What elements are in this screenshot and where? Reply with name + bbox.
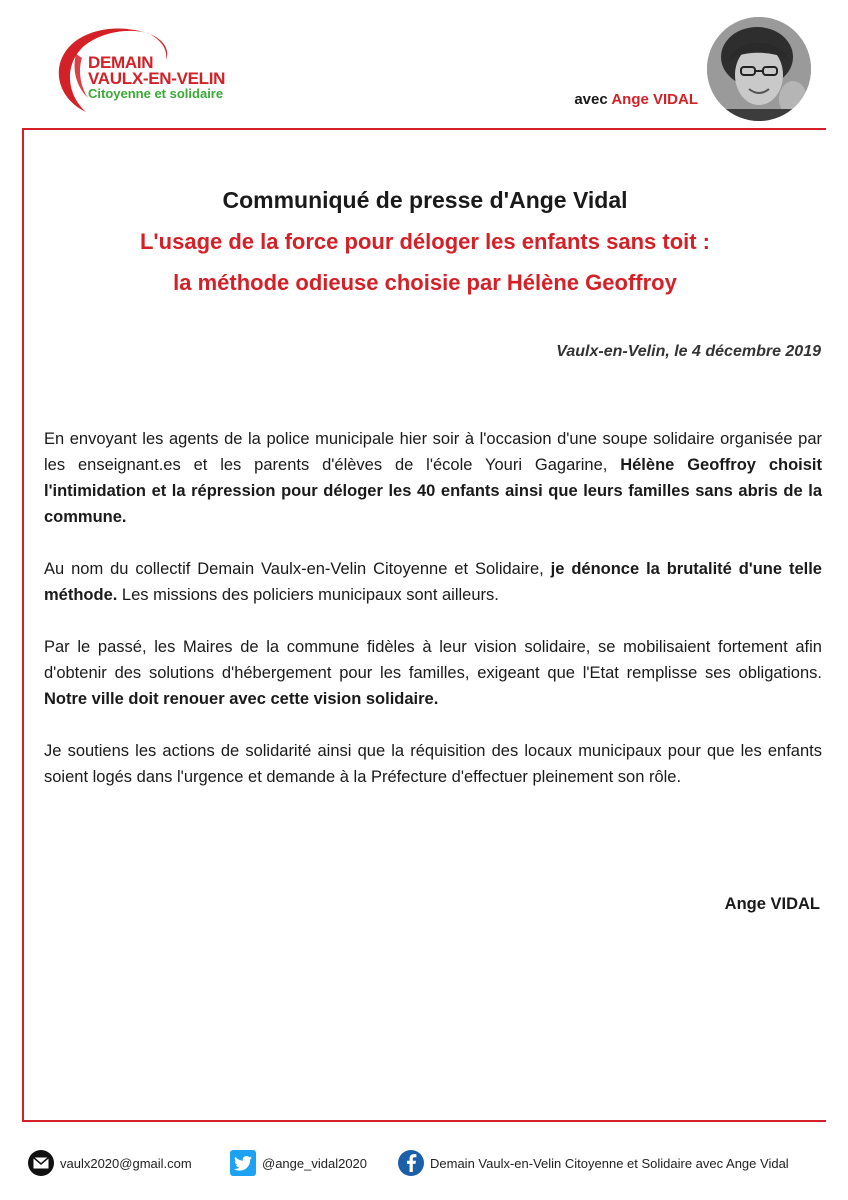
paragraph-1: [44, 426, 822, 530]
portrait-photo: [707, 17, 811, 121]
paragraph-2-text: Au nom du collectif Demain Vaulx-en-Velin Citoyenne et Solidaire,: [44, 560, 551, 578]
paragraph-3: [44, 634, 822, 712]
mail-icon: [28, 1150, 54, 1176]
paragraph-2-tail: Les missions des policiers municipaux sont ailleurs.: [117, 586, 499, 604]
signature: Ange VIDAL: [724, 895, 820, 913]
document-subtitle-line-1: L'usage de la force pour déloger les enfants sans toit :: [139, 229, 711, 254]
avec-name: Ange VIDAL: [611, 91, 698, 108]
footer-twitter[interactable]: [230, 1150, 367, 1176]
paragraph-4: [44, 738, 822, 790]
facebook-icon: [398, 1150, 424, 1176]
document-title: Communiqué de presse d'Ange Vidal: [222, 187, 628, 213]
paragraph-2: [44, 556, 822, 608]
logo-line-2: VAULX-EN-VELIN: [88, 69, 226, 88]
footer-email[interactable]: [28, 1150, 192, 1176]
paragraph-4-text: Je soutiens les actions de solidarité ainsi que la réquisition des locaux municipaux pour que les enfants soient logés dans l'urgence et demande à la Préfecture d'effectuer pleinement son rôle.: [44, 742, 822, 786]
frame-top-rule: [22, 128, 826, 130]
header-avec: [574, 91, 698, 108]
footer-twitter-text: @ange_vidal2020: [262, 1155, 368, 1171]
footer-facebook-text: Demain Vaulx-en-Velin Citoyenne et Solidaire avec Ange Vidal: [430, 1155, 789, 1171]
logo-line-3: Citoyenne et solidaire: [88, 86, 224, 101]
dateline: Vaulx-en-Velin, le 4 décembre 2019: [556, 343, 821, 360]
logo-line-1: DEMAIN: [88, 53, 154, 72]
document-subtitle-line-2: la méthode odieuse choisie par Hélène Geoffroy: [173, 270, 677, 295]
logo: [46, 20, 256, 120]
footer-facebook[interactable]: [398, 1150, 789, 1176]
twitter-icon: [230, 1150, 256, 1176]
footer-email-text: vaulx2020@gmail.com: [60, 1155, 192, 1171]
frame-bottom-rule: [22, 1120, 826, 1122]
paragraph-1-bold: Hélène Geoffroy choisit l'intimidation et la répression pour déloger les 40 enfants ainsi que leurs familles sans abris de la commune.: [44, 456, 822, 526]
paragraph-1-text: En envoyant les agents de la police municipale hier soir à l'occasion d'une soupe solidaire organisée par les enseignant.es et les parents d'élèves de l'école Youri Gagarine,: [44, 430, 822, 474]
paragraph-2-bold: je dénonce la brutalité d'une telle méthode.: [44, 560, 822, 604]
paragraph-3-text: Par le passé, les Maires de la commune fidèles à leur vision solidaire, se mobilisaient fortement afin d'obtenir des solutions d'hébergement pour les familles, exigeant que l'Etat remplisse ses obligations.: [44, 638, 822, 682]
avec-prefix: avec: [574, 91, 608, 108]
paragraph-3-bold: Notre ville doit renouer avec cette vision solidaire.: [44, 690, 439, 708]
